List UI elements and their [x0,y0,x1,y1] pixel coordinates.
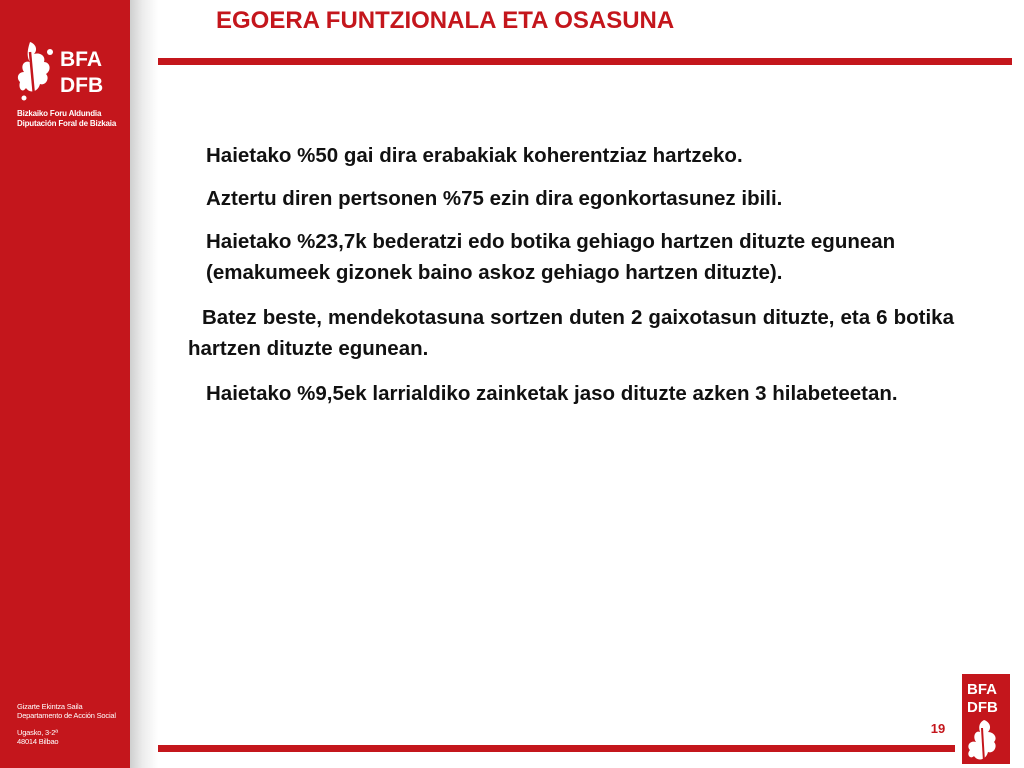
address [17,728,129,746]
footer-divider [158,745,955,752]
logo-text-dfb: DFB [60,74,104,97]
oak-leaf-icon [18,42,53,101]
dept-name-basque: Gizarte Ekintza Saila [17,702,83,711]
department-name [17,702,129,720]
organization-name [17,109,129,129]
page-number: 19 [930,721,946,736]
corner-logo [962,674,1010,764]
corner-logo-text-bfa: BFA [967,681,997,698]
paragraph-4: Batez beste, mendekotasuna sortzen duten 2 gaixotasun dituzte, eta 6 botika hartzen dituzte egunean. [188,306,954,360]
logo-text-bfa: BFA [60,48,102,71]
paragraph-1: Haietako %50 gai dira erabakiak koherentziaz hartzeko. [206,144,743,167]
address-street: Ugasko, 3-2ª [17,728,58,737]
sidebar-shadow [130,0,158,768]
org-name-spanish: Diputación Foral de Bizkaia [17,119,117,128]
address-city: 48014 Bilbao [17,737,59,746]
paragraph-3: Haietako %23,7k bederatzi edo botika gehiago hartzen dituzte egunean (emakumeek gizonek baino askoz gehiago hartzen dituzte). [206,230,896,284]
bfa-dfb-logo [16,38,116,102]
dept-name-spanish: Departamento de Acción Social [17,711,116,720]
paragraph-5: Haietako %9,5ek larrialdiko zainketak jaso dituzte azken 3 hilabeteetan. [206,382,898,405]
paragraph-2: Aztertu diren pertsonen %75 ezin dira egonkortasunez ibili. [206,187,783,210]
slide-title: EGOERA FUNTZIONALA ETA OSASUNA [216,7,675,34]
corner-logo-text-dfb: DFB [967,699,998,716]
title-divider [158,58,1012,65]
org-name-basque: Bizkaiko Foru Aldundia [17,109,102,118]
sidebar [0,0,130,768]
slide-content [188,140,954,423]
